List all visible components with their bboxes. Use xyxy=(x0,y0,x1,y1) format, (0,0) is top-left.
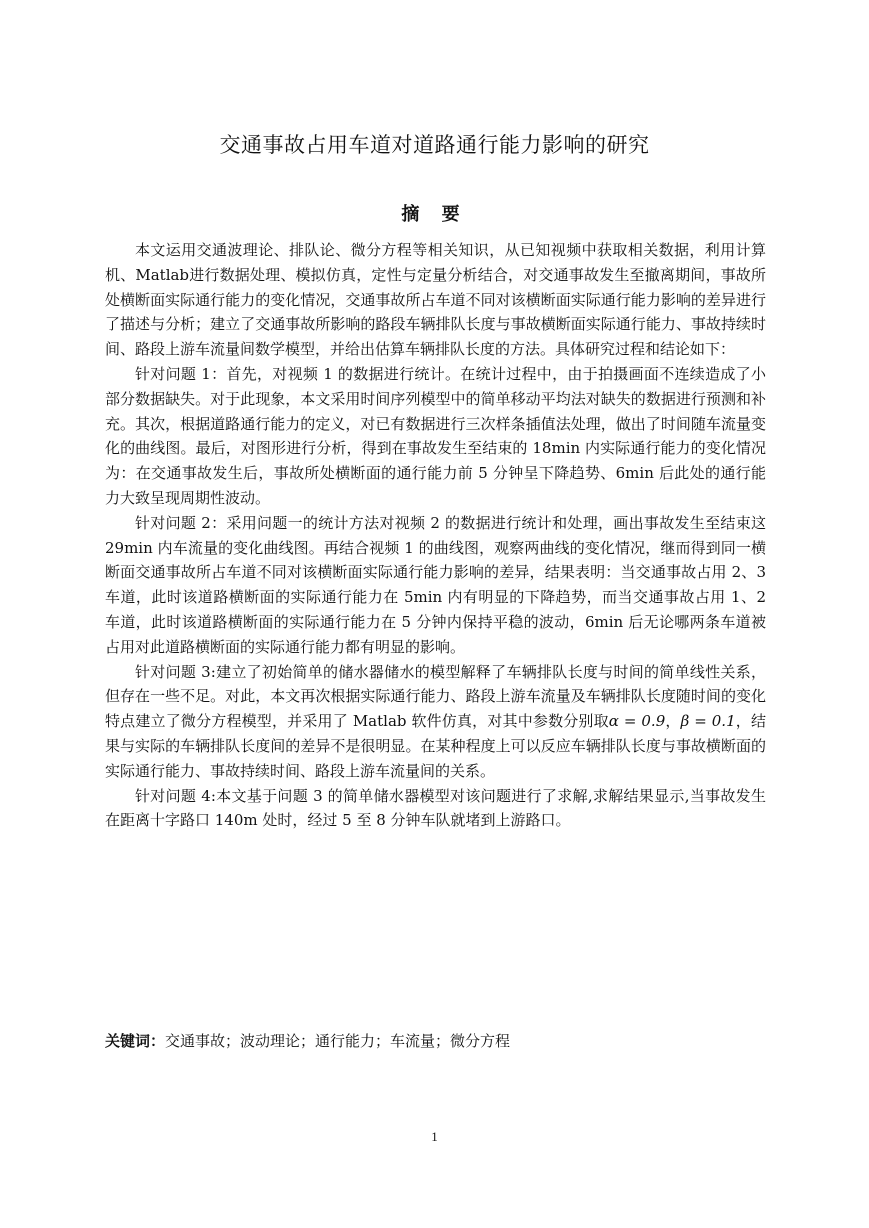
abstract-paragraph-problem-3 xyxy=(105,660,766,784)
problem-3-text-end: ，结果与实际的车辆排队长度间的差异不是很明显。在某种程度上可以反应车辆排队长度与事故横断面的实际通行能力、事故持续时间、路段上游车流量间的关系。 xyxy=(105,712,766,780)
alpha-value: α = 0.9 xyxy=(608,712,666,731)
abstract-paragraph-intro: 本文运用交通波理论、排队论、微分方程等相关知识，从已知视频中获取相关数据，利用计算机、Matlab进行数据处理、模拟仿真，定性与定量分析结合，对交通事故发生至撤离期间，事故所处横断面实际通行能力的变化情况，交通事故所占车道不同对该横断面实际通行能力影响的差异进行了描述与分析；建立了交通事故所影响的路段车辆排队长度与事故横断面实际通行能力、事故持续时间、路段上游车流量间数学模型，并给出估算车辆排队长度的方法。具体研究过程和结论如下： xyxy=(105,241,766,359)
abstract-paragraph-problem-4: 针对问题 4:本文基于问题 3 的简单储水器模型对该问题进行了求解,求解结果显示,当事故发生在距离十字路口 140m 处时，经过 5 至 8 分钟车队就堵到上游路口。 xyxy=(105,786,766,830)
paper-title: 交通事故占用车道对道路通行能力影响的研究 xyxy=(219,133,650,157)
beta-value: β = 0.1 xyxy=(680,712,736,731)
keywords-line xyxy=(105,1029,766,1053)
keywords-text: 交通事故；波动理论；通行能力；车流量；微分方程 xyxy=(165,1032,511,1050)
keywords-label: 关键词： xyxy=(105,1032,166,1050)
abstract-body xyxy=(105,238,766,833)
abstract-heading: 摘 要 xyxy=(401,204,468,225)
problem-3-text-start: 针对问题 3:建立了初始简单的储水器储水的模型解释了车辆排队长度与时间的简单线性关系，但存在一些不足。对此，本文再次根据实际通行能力、路段上游车流量及车辆排队长度随时间的变化特点建立了微分方程模型，并采用了 Matlab 软件仿真，对其中参数分别取 xyxy=(105,662,766,731)
abstract-paragraph-problem-1: 针对问题 1：首先，对视频 1 的数据进行统计。在统计过程中，由于拍摄画面不连续造成了小部分数据缺失。对于此现象，本文采用时间序列模型中的简单移动平均法对缺失的数据进行预测和补充。其次，根据道路通行能力的定义，对已有数据进行三次样条插值法处理，做出了时间随车流量变化的曲线图。最后，对图形进行分析，得到在事故发生至结束的 18min 内实际通行能力的变化情况为：在交通事故发生后，事故所处横断面的通行能力前 5 分钟呈下降趋势、6min 后此处的通行能力大致呈现周期性波动。 xyxy=(105,364,766,507)
page-number: 1 xyxy=(431,1129,438,1144)
problem-3-separator: ， xyxy=(665,712,681,731)
abstract-paragraph-problem-2: 针对问题 2：采用问题一的统计方法对视频 2 的数据进行统计和处理，画出事故发生至结束这 29min 内车流量的变化曲线图。再结合视频 1 的曲线图，观察两曲线的变化情况，继而得到同一横断面交通事故所占车道不同对该横断面实际通行能力影响的差异，结果表明：当交通事故占用 2、3 车道，此时该道路横断面的实际通行能力在 5min 内有明显的下降趋势，而当交通事故占用 1、2 车道，此时该道路横断面的实际通行能力在 5 分钟内保持平稳的波动，6min 后无论哪两条车道被占用对此道路横断面的实际通行能力都有明显的影响。 xyxy=(105,513,766,656)
